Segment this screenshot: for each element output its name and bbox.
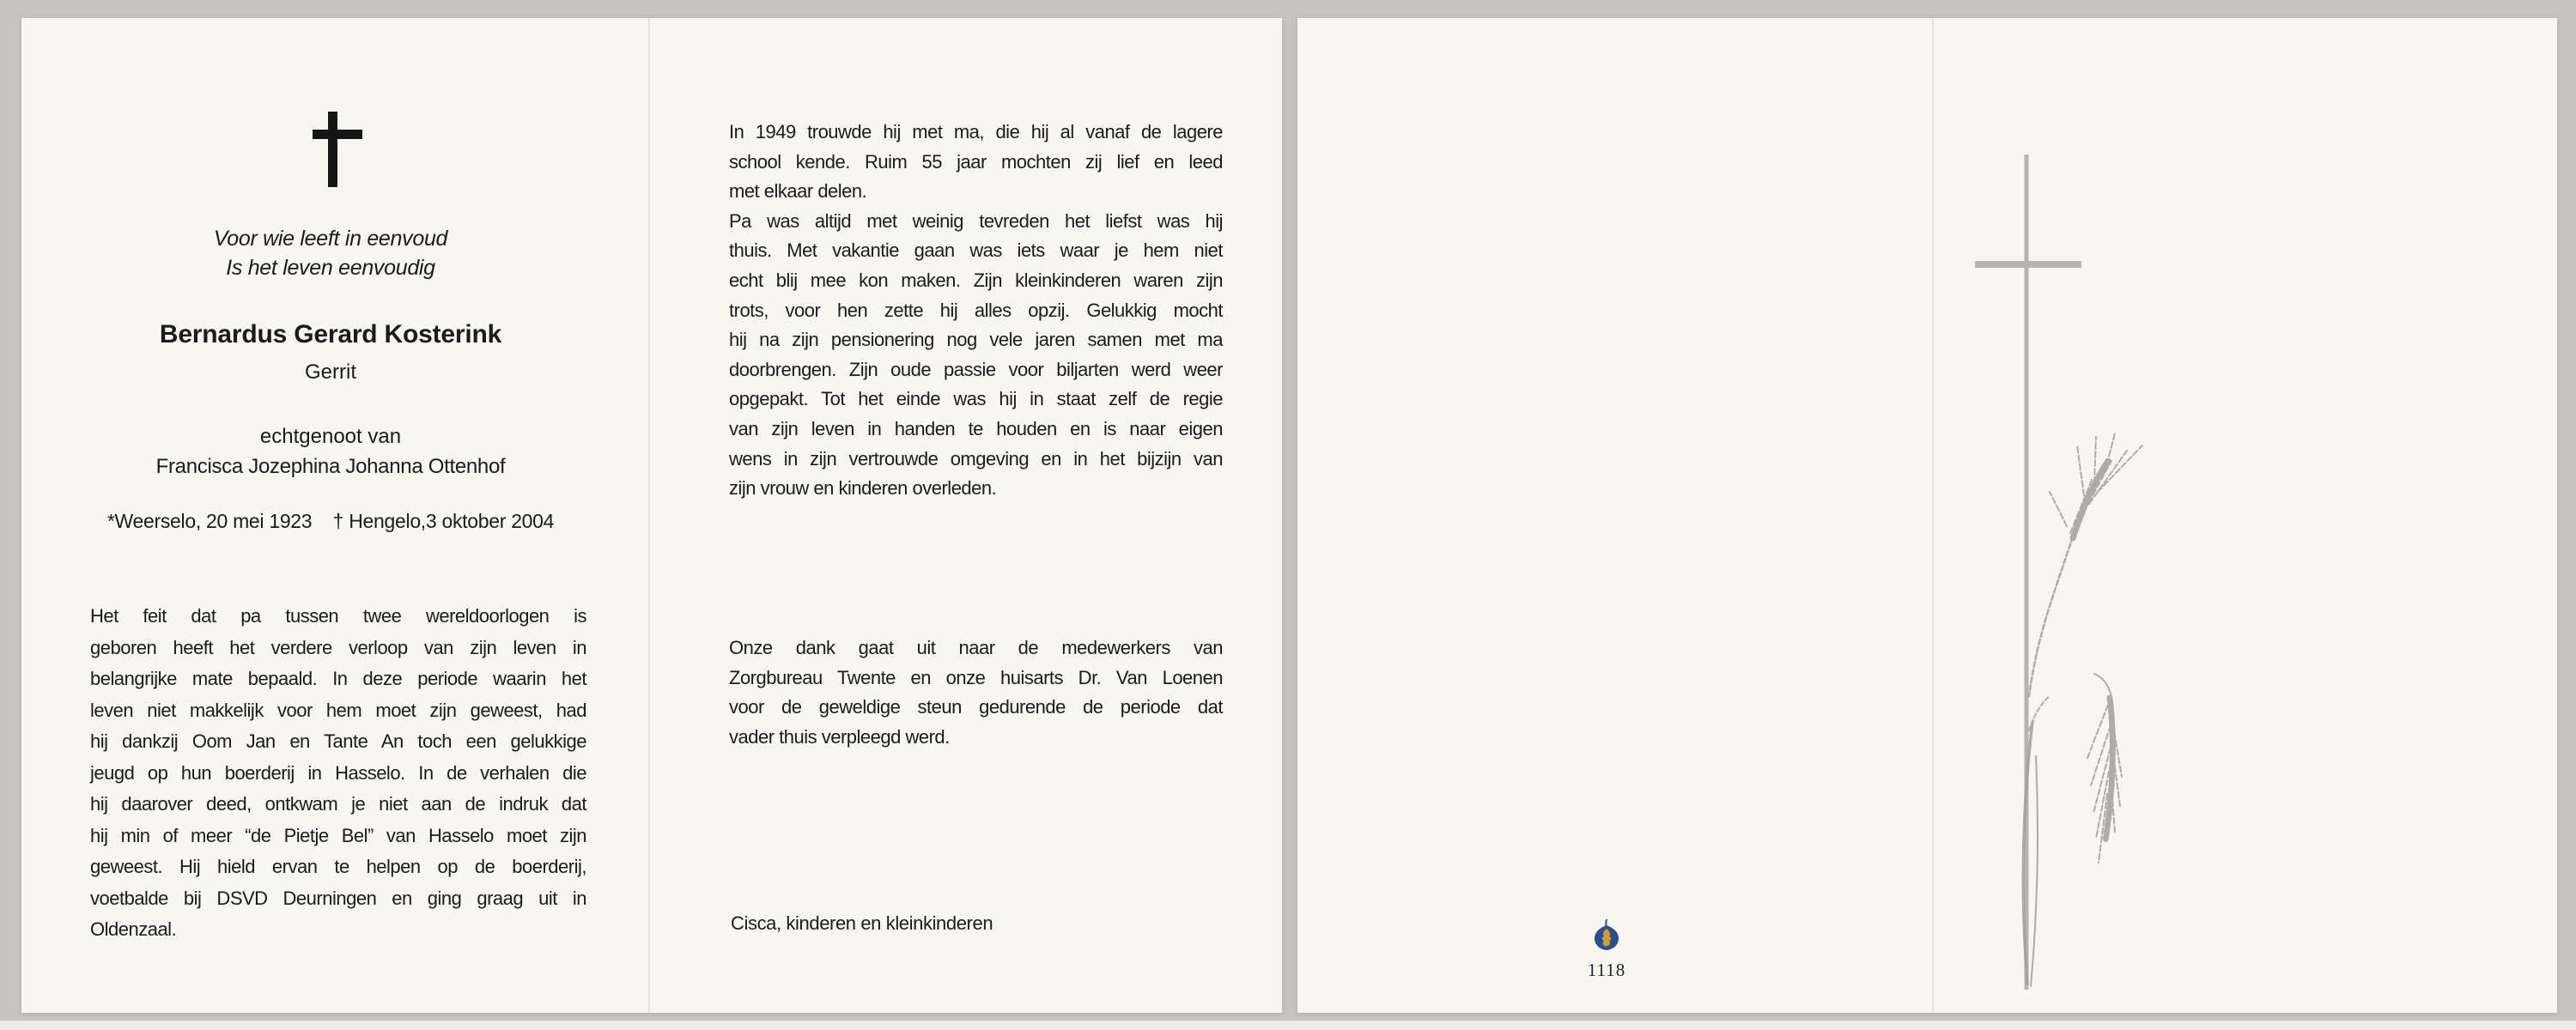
acknowledgement-line: voor de geweldige steun gedurende de periode dat xyxy=(729,696,1223,718)
story-line: thuis. Met vakantie gaan was iets waar je hem niet xyxy=(729,239,1223,262)
story-line: van zijn leven in handen te houden en is naar eigen xyxy=(729,417,1223,439)
cross-vertical-bar xyxy=(328,112,337,187)
epigraph xyxy=(60,224,601,282)
deceased-name: Bernardus Gerard Kosterink xyxy=(159,320,502,348)
memorial-card-inside xyxy=(21,18,1282,1013)
story-line: trots, voor hen zette hij alles opzij. Gelukkig mocht xyxy=(729,299,1223,321)
epigraph-line: Voor wie leeft in eenvoud xyxy=(213,227,448,251)
story-line: opgepakt. Tot het einde was hij in staat zelf de regie xyxy=(729,388,1223,410)
story-line: Pa was altijd met weinig tevreden het liefst was hij xyxy=(729,209,1223,232)
biography-line: geweest. Hij hield ervan te helpen op de boerderij, xyxy=(90,856,586,877)
biography-line: belangrijke mate bepaald. In deze periode waarin het xyxy=(90,668,586,689)
biography-line: voetbalde bij DSVD Deurningen en ging graag uit in xyxy=(90,887,586,909)
biography-line: Oldenzaal. xyxy=(90,918,177,940)
publisher-logo-icon xyxy=(1591,918,1622,955)
memorial-card-cover xyxy=(1297,18,2557,1013)
spouse-intro: echtgenoot van xyxy=(259,425,402,448)
story-line: wens in zijn vertrouwde omgeving en in het bijzijn van xyxy=(729,447,1223,470)
acknowledgement-line: vader thuis verpleegd werd. xyxy=(729,725,950,748)
cross-horizontal-bar xyxy=(313,130,362,139)
story-line: zijn vrouw en kinderen overleden. xyxy=(729,477,997,500)
story-line: echt blij mee kon maken. Zijn kleinkinderen waren zijn xyxy=(729,269,1223,291)
scan-edge xyxy=(0,1021,2576,1030)
family-signature: Cisca, kinderen en kleinkinderen xyxy=(731,912,993,934)
fold-line xyxy=(648,18,650,1013)
story-line: In 1949 trouwde hij met ma, die hij al vanaf de lagere xyxy=(729,121,1223,142)
story-line: met elkaar delen. xyxy=(729,180,867,203)
memorial-cross-icon xyxy=(301,112,369,193)
biography-line: hij dankzij Oom Jan en Tante An toch een gelukkige xyxy=(90,730,586,752)
biography-line: jeugd op hun boerderij in Hasselo. In de verhalen die xyxy=(90,761,586,784)
story-line: school kende. Ruim 55 jaar mochten zij lief en leed xyxy=(729,150,1223,173)
epigraph-line: Is het leven eenvoudig xyxy=(226,256,435,280)
story-line: hij na zijn pensionering nog vele jaren samen met ma xyxy=(729,329,1223,351)
biography-paragraph xyxy=(90,601,586,946)
biography-line: leven niet makkelijk voor hem moet zijn geweest, had xyxy=(90,699,586,721)
print-number: 1118 xyxy=(1587,960,1626,980)
biography-line: hij min of meer “de Pietje Bel” van Hasselo moet zijn xyxy=(90,824,586,846)
biography-line: Het feit dat pa tussen twee wereldoorlogen is xyxy=(90,605,586,627)
acknowledgement-paragraph xyxy=(729,633,1223,752)
biography-line: hij daarover deed, ontkwam je niet aan de indruk dat xyxy=(90,793,586,815)
acknowledgement-line: Zorgbureau Twente en onze huisarts Dr. Van Loenen xyxy=(729,666,1223,688)
story-line: doorbrengen. Zijn oude passie voor biljarten werd weer xyxy=(729,358,1223,380)
biography-line: geboren heeft het verdere verloop van zijn leven in xyxy=(90,636,586,658)
spouse-name: Francisca Jozephina Johanna Ottenhof xyxy=(155,455,506,478)
deceased-nickname: Gerrit xyxy=(305,360,356,384)
cross-and-wheat-sketch-icon xyxy=(1297,18,2557,1013)
acknowledgement-line: Onze dank gaat uit naar de medewerkers van xyxy=(729,637,1223,658)
life-story-paragraph xyxy=(729,118,1223,504)
life-dates: *Weerselo, 20 mei 1923 † Hengelo,3 oktober 2004 xyxy=(106,510,555,532)
